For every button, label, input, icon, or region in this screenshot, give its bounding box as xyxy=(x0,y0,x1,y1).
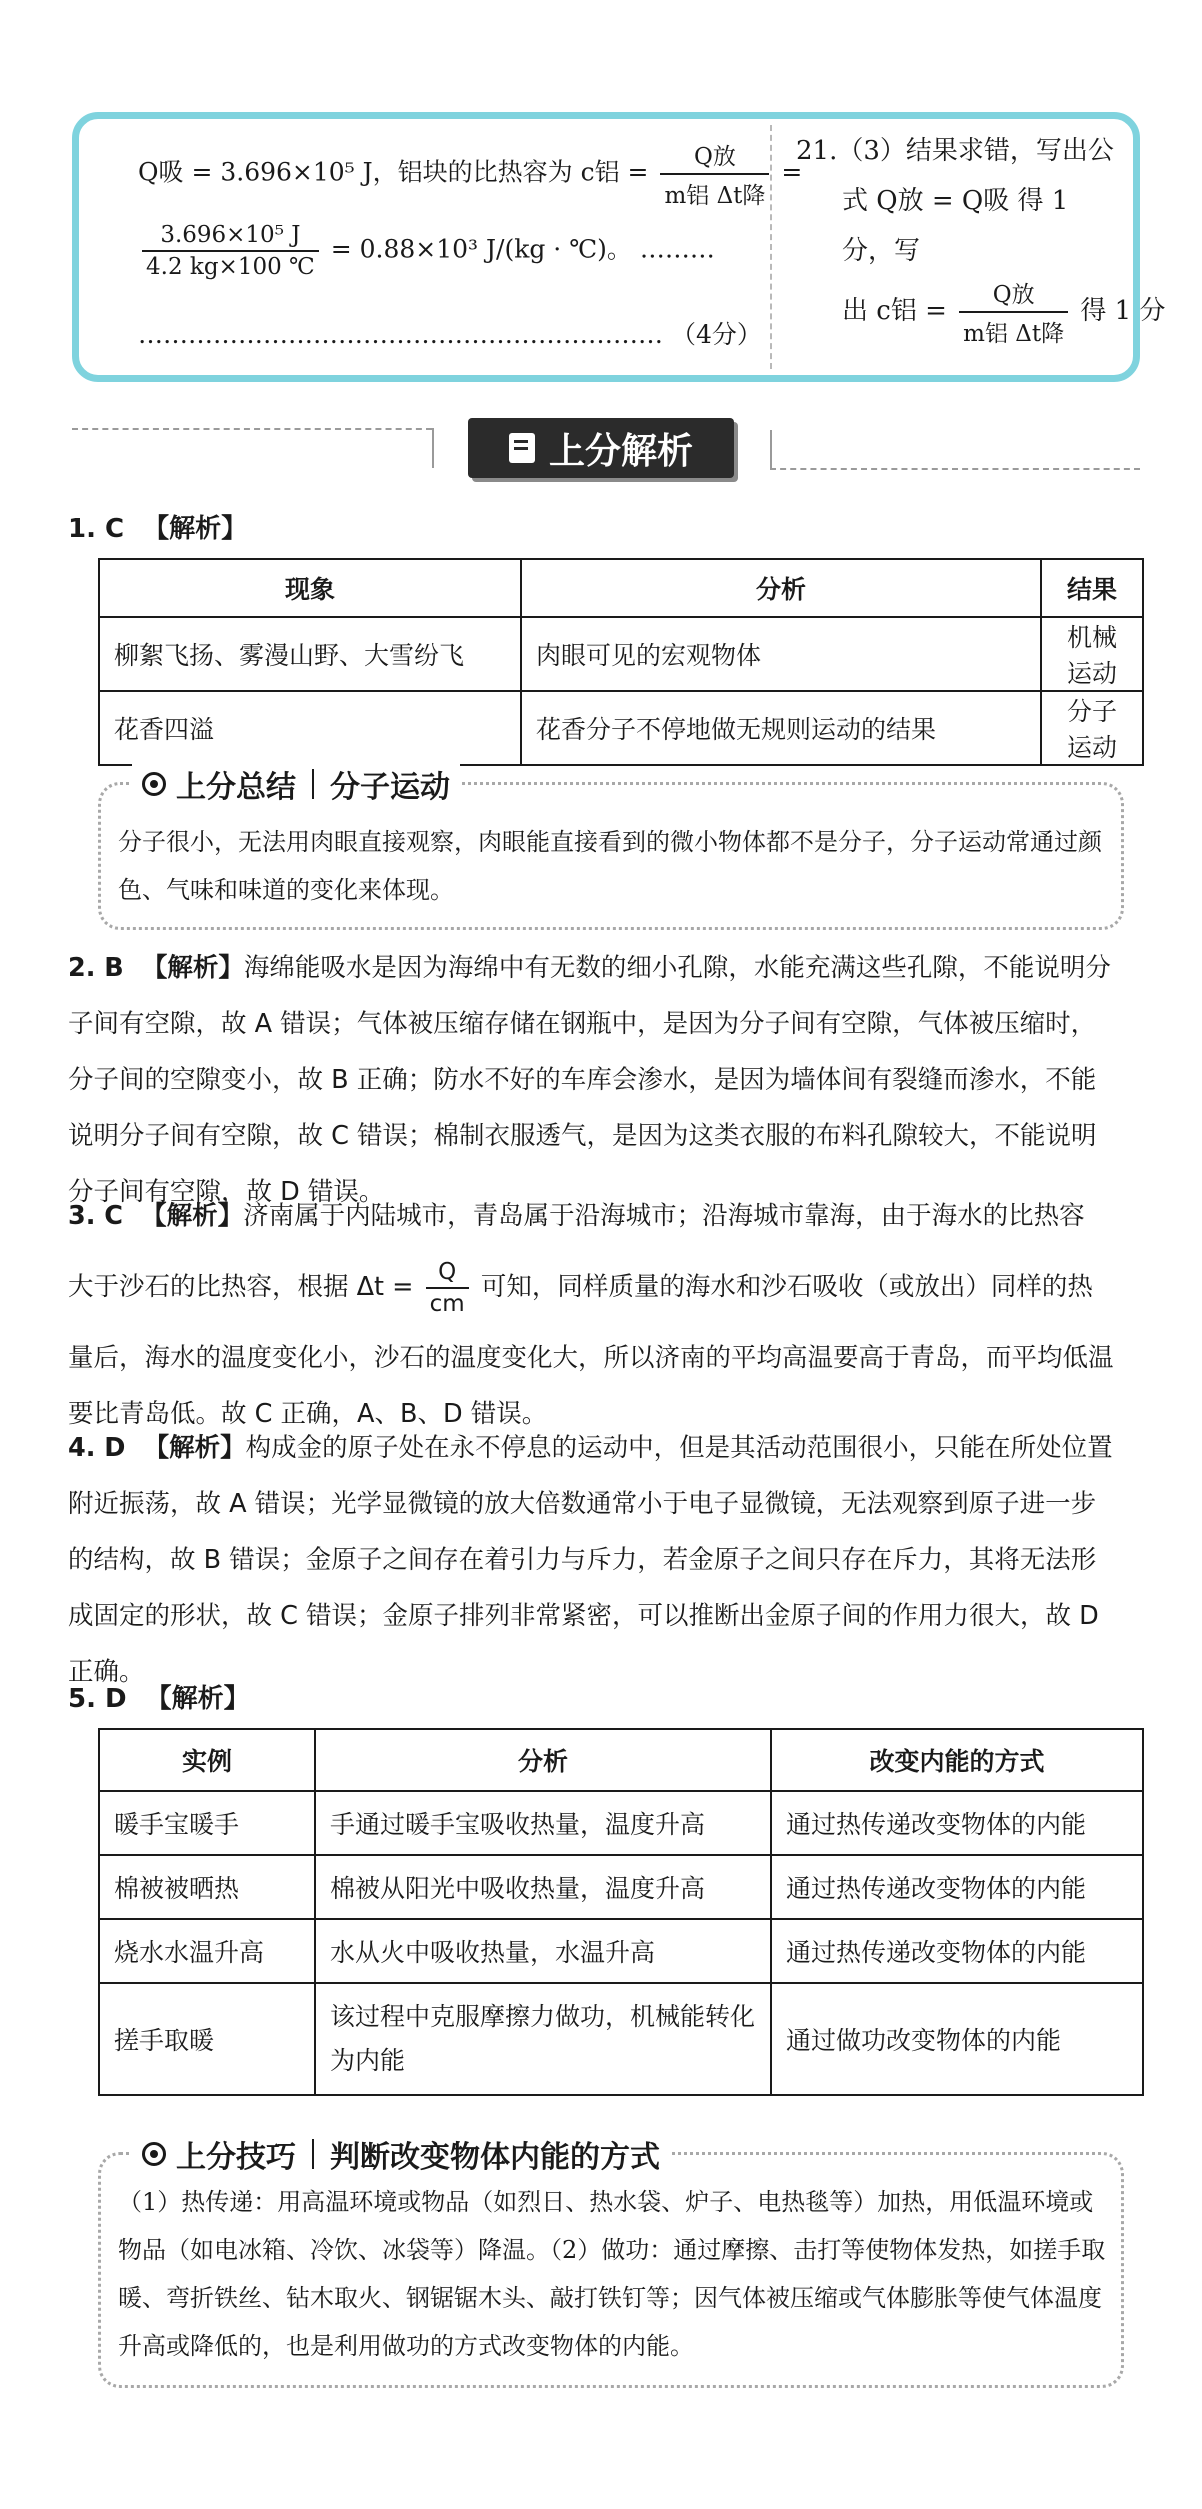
q1-answer: 1. C xyxy=(68,514,125,544)
document-icon xyxy=(509,433,535,463)
answer-line-1 xyxy=(138,138,802,210)
answer-line-1-text: Q吸 = 3.696×10⁵ J，铝块的比热容为 c铝 = xyxy=(138,157,649,187)
summary-title-bar xyxy=(132,762,460,806)
table-cell: 花香分子不停地做无规则运动的结果 xyxy=(521,691,1041,765)
table-cell: 柳絮飞扬、雾漫山野、大雪纷飞 xyxy=(99,617,521,691)
table-cell: 该过程中克服摩擦力做功，机械能转化为内能 xyxy=(315,1983,771,2095)
table-header-row xyxy=(99,559,1143,617)
q4-paragraph xyxy=(68,1420,1118,1700)
table-row xyxy=(99,617,1143,691)
fraction-denominator: 4.2 kg×100 ℃ xyxy=(146,254,315,280)
summary-title-bar xyxy=(132,2132,670,2176)
q5-table xyxy=(98,1728,1144,2096)
summary-title: 上分总结 xyxy=(176,770,296,805)
section-title: 上分解析 xyxy=(548,430,693,472)
table-cell: 棉被被晒热 xyxy=(99,1855,315,1919)
answer-line-1-fraction xyxy=(660,138,769,210)
q5-answer: 5. D xyxy=(68,1684,127,1714)
q5-tag: 【解析】 xyxy=(145,1684,250,1714)
table-header-row xyxy=(99,1729,1143,1791)
table-row xyxy=(99,1855,1143,1919)
q5-heading xyxy=(68,1678,250,1715)
table-header-cell: 改变内能的方式 xyxy=(771,1729,1143,1791)
section-header-line-right xyxy=(770,468,1140,470)
table-row xyxy=(99,1791,1143,1855)
summary-text: （1）热传递：用高温环境或物品（如烈日、热水袋、炉子、电热毯等）加热，用低温环境或物品（如电冰箱、冷饮、冰袋等）降温。（2）做功：通过摩擦、击打等使物体发热，如搓手取暖、弯折铁丝、钻木取火、钢锯锯木头、敲打铁钉等；因气体被压缩或气体膨胀等使气体温度升高或降低的，也是利用做功的方式改变物体的内能。 xyxy=(118,2188,1106,2360)
table-row xyxy=(99,691,1143,765)
fraction-numerator: Q放 xyxy=(959,276,1068,313)
scoring-note-line-3 xyxy=(796,276,1166,348)
scoring-note-line-1: 21.（3）结果求错，写出公 xyxy=(796,136,1114,166)
q1-tag: 【解析】 xyxy=(143,514,248,544)
answer-line-2-fraction xyxy=(142,222,319,280)
q3-text-2-prefix: 大于沙石的比热容，根据 Δt = xyxy=(68,1272,414,1302)
q2-explanation: 海绵能吸水是因为海绵中有无数的细小孔隙，水能充满这些孔隙，不能说明分子间有空隙，故 A 错误；气体被压缩存储在钢瓶中，是因为分子间有空隙，气体被压缩时，分子间的空隙变小，故 B 正确；防水不好的车库会渗水，是因为墙体间有裂缝而渗水，不能说明分子间有空隙，故 C 错误；棉制衣服透气，是因为这类衣服的布料孔隙较大，不能说明分子间有空隙，故 D 错误。 xyxy=(68,953,1111,1207)
table-cell: 通过做功改变物体的内能 xyxy=(771,1983,1143,2095)
section-header-badge xyxy=(468,418,734,478)
table-cell: 搓手取暖 xyxy=(99,1983,315,2095)
table-header-cell: 现象 xyxy=(99,559,521,617)
q2-paragraph xyxy=(68,940,1118,1220)
summary-title: 上分技巧 xyxy=(176,2140,296,2175)
q4-tag: 【解析】 xyxy=(143,1433,246,1463)
table-header-cell: 实例 xyxy=(99,1729,315,1791)
target-icon xyxy=(142,2142,166,2166)
summary-subtitle: 分子运动 xyxy=(330,770,450,805)
fraction-denominator: m铝 Δt降 xyxy=(664,183,766,209)
target-icon xyxy=(142,772,166,796)
q3-paragraph xyxy=(68,1188,1118,1442)
q3-fraction xyxy=(426,1259,469,1317)
q3-answer: 3. C xyxy=(68,1201,124,1231)
fraction-denominator: cm xyxy=(429,1291,465,1317)
section-header-line-left xyxy=(72,428,432,430)
q3-line-1 xyxy=(68,1188,1118,1244)
summary-subtitle: 判断改变物体内能的方式 xyxy=(330,2140,660,2175)
section-header-tick-right xyxy=(770,430,772,470)
table-cell: 花香四溢 xyxy=(99,691,521,765)
table-cell: 水从火中吸收热量，水温升高 xyxy=(315,1919,771,1983)
title-separator xyxy=(312,2139,314,2169)
q4-answer: 4. D xyxy=(68,1433,126,1463)
table-cell: 机械运动 xyxy=(1041,617,1143,691)
summary-text: 分子很小，无法用肉眼直接观察，肉眼能直接看到的微小物体都不是分子，分子运动常通过颜色、气味和味道的变化来体现。 xyxy=(118,828,1102,904)
fraction-numerator: Q放 xyxy=(660,138,769,175)
answer-line-3 xyxy=(138,315,762,351)
answer-line-1-suffix: = xyxy=(781,157,803,187)
q1-table xyxy=(98,558,1144,766)
scoring-note-line-2: 式 Q放 = Q吸 得 1 分，写 xyxy=(842,186,1069,266)
answer-line-2 xyxy=(138,222,715,280)
table-cell: 通过热传递改变物体的内能 xyxy=(771,1791,1143,1855)
section-header-tick-left xyxy=(432,428,434,468)
table-header-cell: 分析 xyxy=(315,1729,771,1791)
table-cell: 手通过暖手宝吸收热量，温度升高 xyxy=(315,1791,771,1855)
scoring-note-line-3-suffix: 得 1 分 xyxy=(1080,296,1166,326)
q3-text-1: 济南属于内陆城市，青岛属于沿海城市；沿海城市靠海，由于海水的比热容 xyxy=(243,1201,1085,1231)
q3-text-3: 量后，海水的温度变化小，沙石的温度变化大，所以济南的平均高温要高于青岛，而平均低温要比青岛低。故 C 正确，A、B、D 错误。 xyxy=(68,1343,1114,1429)
table-row xyxy=(99,1919,1143,1983)
title-separator xyxy=(312,769,314,799)
fraction-numerator: 3.696×10⁵ J xyxy=(142,222,319,252)
table-cell: 通过热传递改变物体的内能 xyxy=(771,1919,1143,1983)
table-cell: 肉眼可见的宏观物体 xyxy=(521,617,1041,691)
q4-explanation: 构成金的原子处在永不停息的运动中，但是其活动范围很小，只能在所处位置附近振荡，故 A 错误；光学显微镜的放大倍数通常小于电子显微镜，无法观察到原子进一步的结构，故 B 错误；金原子之间存在着引力与斥力，若金原子之间只存在斥力，其将无法形成固定的形状，故 C 错误；金原子排列非常紧密，可以推断出金原子间的作用力很大，故 D 正确。 xyxy=(68,1433,1113,1687)
table-header-cell: 结果 xyxy=(1041,559,1143,617)
q2-answer: 2. B xyxy=(68,953,124,983)
fraction-denominator: m铝 Δt降 xyxy=(963,321,1065,347)
q1-heading xyxy=(68,508,247,545)
table-row xyxy=(99,1983,1143,2095)
table-cell: 棉被从阳光中吸收热量，温度升高 xyxy=(315,1855,771,1919)
answer-line-3-text: ……………………………………………………… （4分） xyxy=(138,320,762,349)
q3-line-2 xyxy=(68,1244,1118,1330)
table-cell: 烧水水温升高 xyxy=(99,1919,315,1983)
q2-tag: 【解析】 xyxy=(141,953,244,983)
q3-tag: 【解析】 xyxy=(141,1201,244,1231)
fraction-numerator: Q xyxy=(426,1259,469,1289)
q3-text-2-suffix: 可知，同样质量的海水和沙石吸收（或放出）同样的热 xyxy=(480,1272,1093,1302)
scoring-note-fraction xyxy=(959,276,1068,348)
table-cell: 分子运动 xyxy=(1041,691,1143,765)
answer-line-2-text: = 0.88×10³ J/(kg · ℃)。 ……… xyxy=(330,234,715,264)
scoring-note-line-3-prefix: 出 c铝 = xyxy=(842,296,947,326)
table-cell: 暖手宝暖手 xyxy=(99,1791,315,1855)
scoring-note xyxy=(796,126,1166,348)
table-header-cell: 分析 xyxy=(521,559,1041,617)
table-cell: 通过热传递改变物体的内能 xyxy=(771,1855,1143,1919)
